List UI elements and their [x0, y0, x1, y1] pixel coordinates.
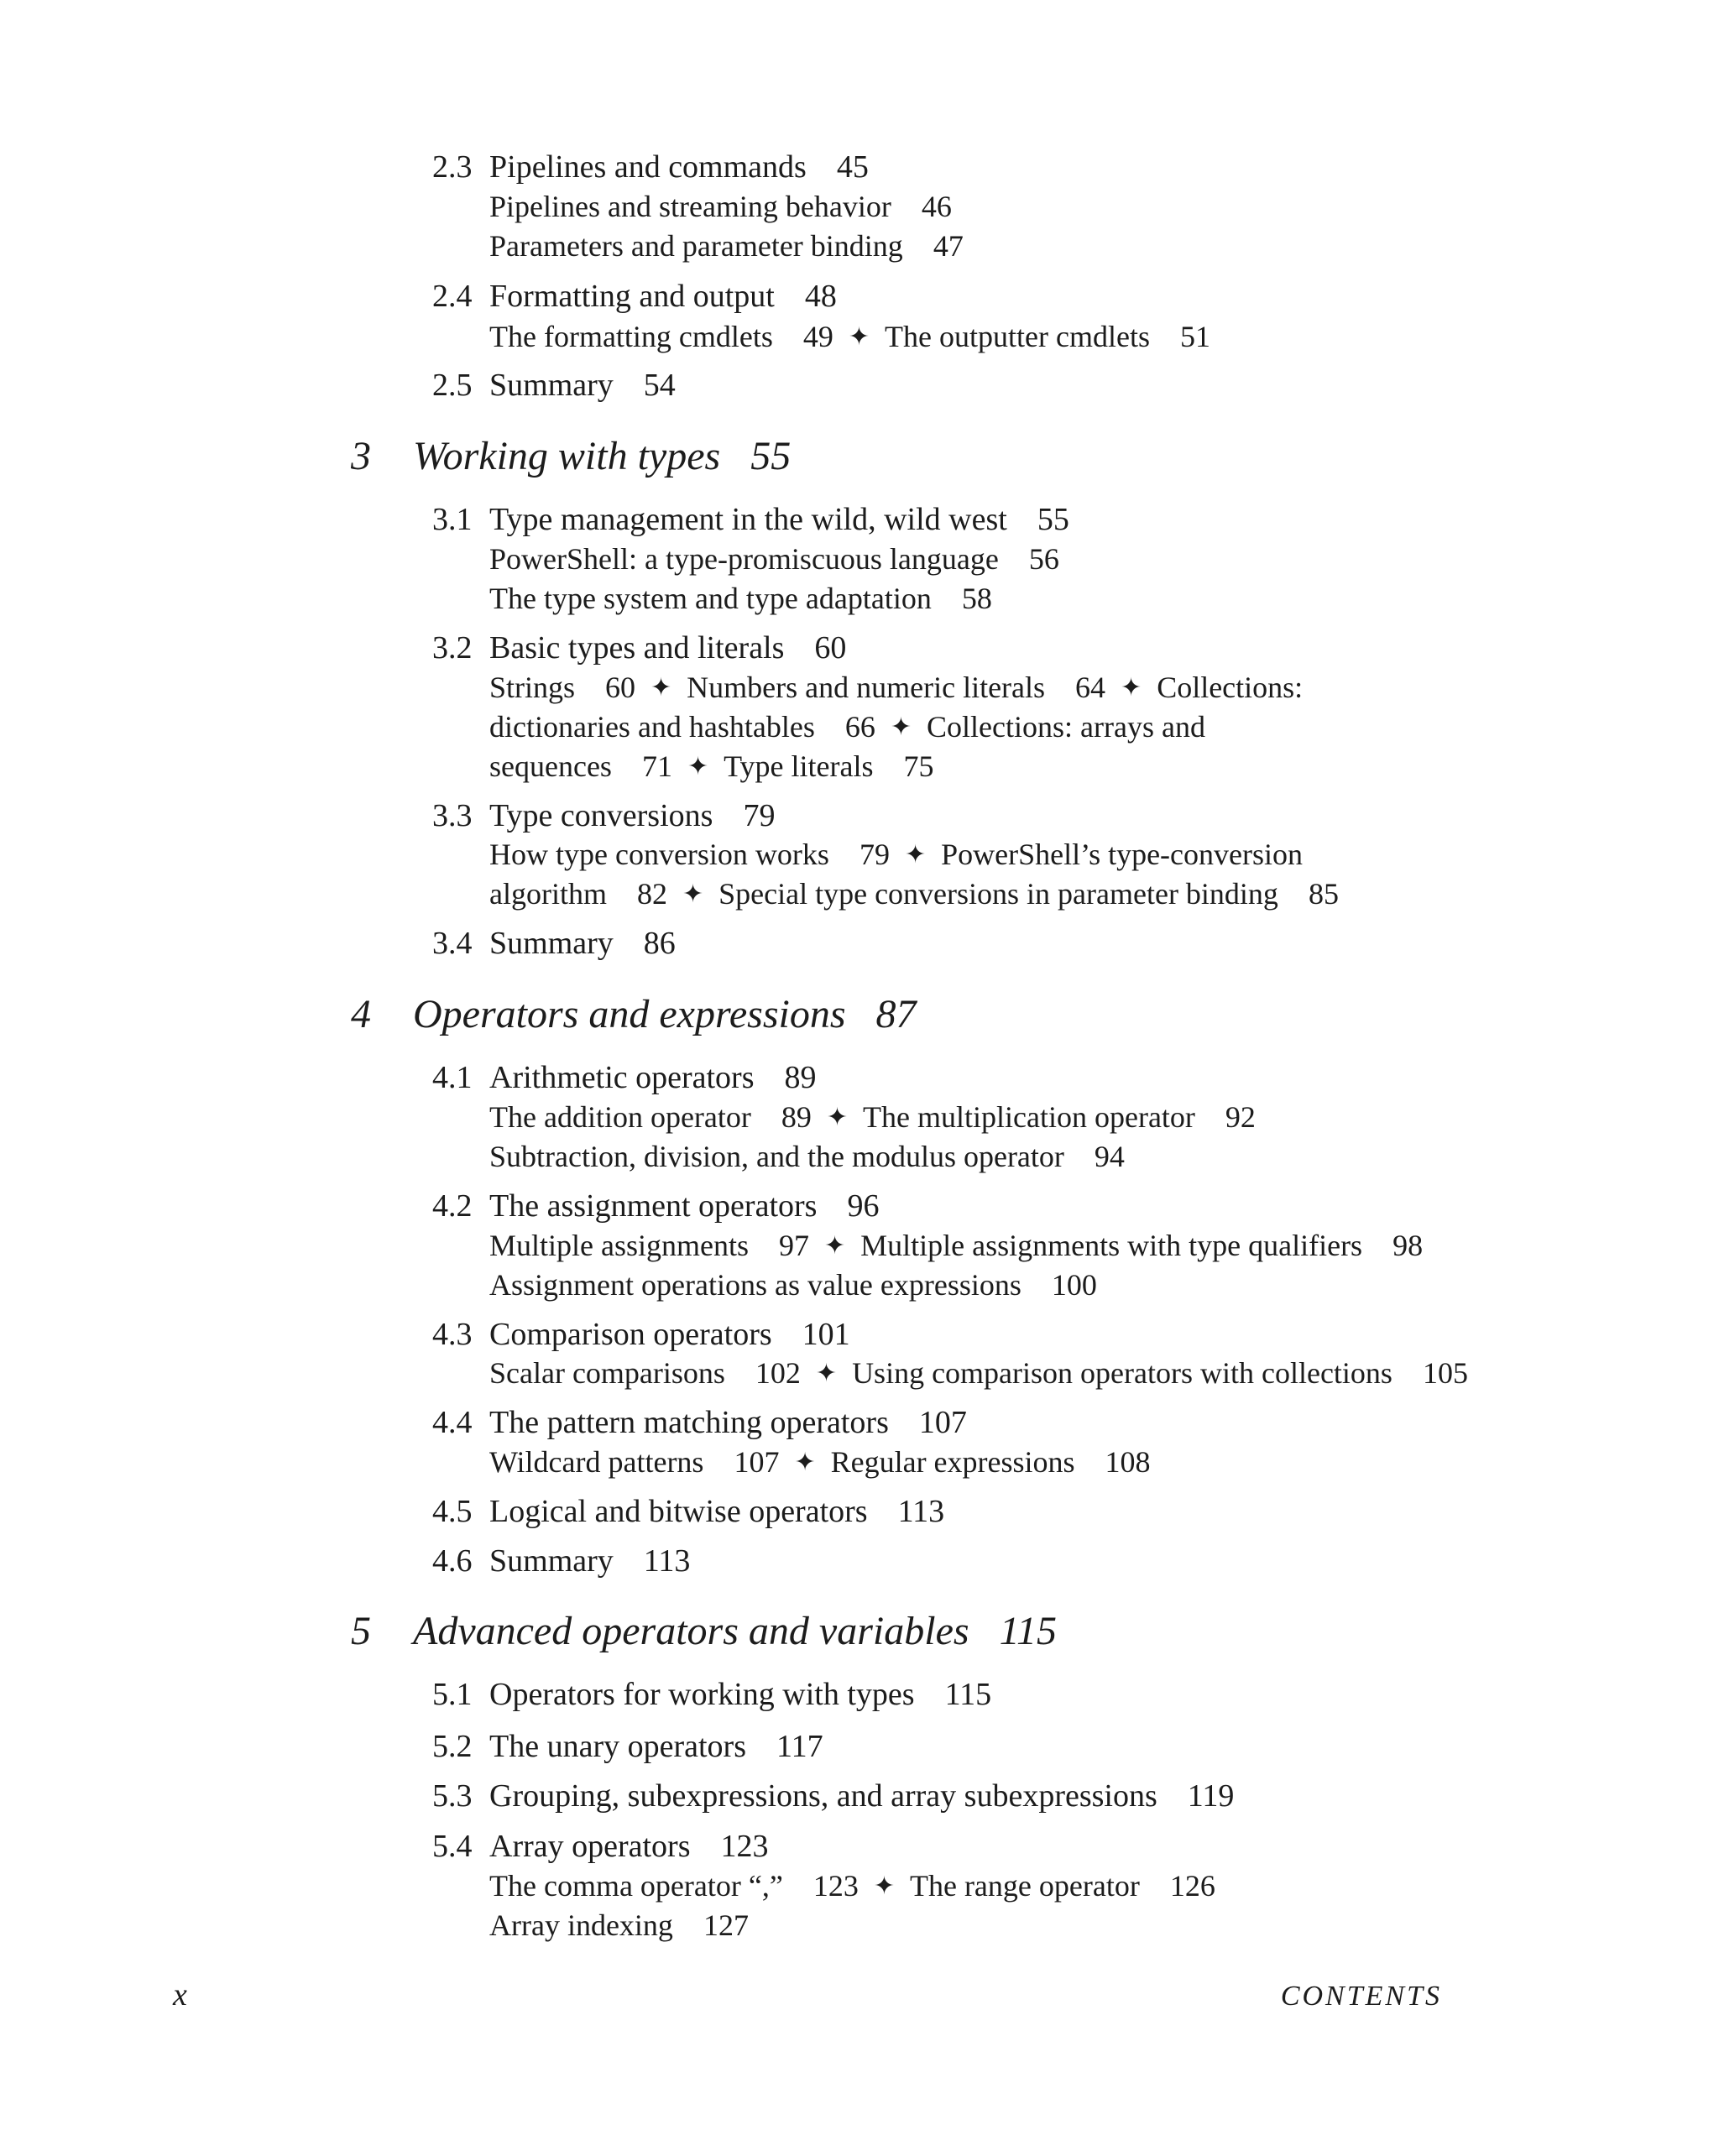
page-ref: 92 — [1225, 1100, 1256, 1134]
section-number: 4.3 — [432, 1317, 473, 1352]
section-number: 2.4 — [432, 279, 473, 314]
entry-title: The assignment operators — [489, 1188, 818, 1224]
subsection-entry[interactable] — [489, 1910, 749, 1940]
section-number: 4.2 — [432, 1188, 473, 1224]
entry-title: Summary — [489, 368, 614, 403]
entry-title: The range operator — [909, 1869, 1140, 1903]
page-ref: 71 — [641, 749, 672, 783]
entry-title: Comparison operators — [489, 1317, 772, 1352]
section-number: 4.5 — [432, 1494, 473, 1529]
entry-title: PowerShell’s type-conversion — [941, 838, 1304, 871]
entry-title: Type conversions — [489, 798, 713, 833]
section-entry[interactable] — [489, 1062, 817, 1094]
section-number: 5.3 — [432, 1778, 473, 1814]
subsection-entry[interactable] — [489, 712, 1205, 742]
page-ref: 51 — [1179, 320, 1210, 353]
section-entry[interactable] — [489, 632, 846, 664]
page-ref: 82 — [636, 877, 667, 911]
page-ref: 58 — [961, 582, 992, 615]
page-ref: 96 — [847, 1188, 880, 1224]
entry-title: dictionaries and hashtables — [489, 710, 815, 744]
page-ref: 97 — [779, 1229, 809, 1262]
entry-title: Logical and bitwise operators — [489, 1494, 868, 1529]
section-entry[interactable] — [489, 1731, 823, 1762]
entry-title: Strings — [489, 671, 576, 704]
page-ref: 117 — [776, 1729, 823, 1764]
entry-title: Collections: — [1157, 671, 1304, 704]
separator-icon: ✦ — [824, 1232, 846, 1260]
section-entry[interactable] — [489, 1678, 991, 1710]
section-entry[interactable] — [489, 151, 869, 183]
page-ref: 45 — [836, 149, 869, 185]
entry-title: Formatting and output — [489, 279, 775, 314]
section-number: 3.1 — [432, 502, 473, 537]
page-ref: 85 — [1308, 877, 1339, 911]
page-ref: 89 — [784, 1060, 817, 1095]
section-entry[interactable] — [489, 504, 1069, 535]
entry-title: The addition operator — [489, 1100, 751, 1134]
separator-icon: ✦ — [815, 1360, 838, 1387]
subsection-entry[interactable] — [489, 1230, 1423, 1261]
entry-title: Subtraction, division, and the modulus operator — [489, 1140, 1064, 1173]
page-ref: 98 — [1392, 1229, 1424, 1262]
page-ref: 113 — [897, 1494, 945, 1529]
entry-title: Array indexing — [489, 1908, 673, 1942]
subsection-entry[interactable] — [489, 672, 1303, 702]
section-number: 3.3 — [432, 798, 473, 833]
section-number: 2.3 — [432, 149, 473, 185]
page-ref: 48 — [804, 279, 837, 314]
entry-title: Assignment operations as value expressions — [489, 1268, 1021, 1302]
entry-title: Grouping, subexpressions, and array subexpressions — [489, 1778, 1157, 1814]
subsection-entry[interactable] — [489, 1270, 1097, 1300]
entry-title: Multiple assignments — [489, 1229, 749, 1262]
entry-title: Wildcard patterns — [489, 1445, 704, 1479]
separator-icon: ✦ — [1121, 674, 1142, 702]
subsection-entry[interactable] — [489, 839, 1303, 869]
section-entry[interactable] — [489, 1407, 967, 1438]
separator-icon: ✦ — [873, 1872, 895, 1900]
separator-icon: ✦ — [794, 1449, 816, 1476]
separator-icon: ✦ — [848, 323, 870, 351]
page-ref: 86 — [643, 926, 676, 961]
page-ref: 64 — [1075, 671, 1106, 704]
running-head: CONTENTS — [1280, 1981, 1442, 2012]
chapter-entry[interactable] — [413, 1611, 1057, 1652]
entry-title: Parameters and parameter binding — [489, 229, 903, 263]
chapter-entry[interactable] — [413, 436, 791, 477]
page-ref: 123 — [812, 1869, 859, 1903]
subsection-entry[interactable] — [489, 321, 1210, 352]
subsection-entry[interactable] — [489, 583, 992, 613]
entry-title: PowerShell: a type-promiscuous language — [489, 542, 999, 576]
entry-title: Collections: arrays and — [927, 710, 1205, 744]
subsection-entry[interactable] — [489, 1102, 1256, 1132]
separator-icon: ✦ — [651, 674, 672, 702]
entry-title: Advanced operators and variables — [413, 1609, 969, 1653]
section-entry[interactable] — [489, 1780, 1234, 1812]
page-ref: 108 — [1105, 1445, 1151, 1479]
page-number: x — [173, 1977, 187, 2012]
entry-title: The unary operators — [489, 1729, 746, 1764]
page-ref: 107 — [734, 1445, 780, 1479]
page-ref: 75 — [903, 749, 934, 783]
page-ref: 100 — [1051, 1268, 1097, 1302]
section-number: 3.2 — [432, 630, 473, 666]
section-number: 2.5 — [432, 368, 473, 403]
page-ref: 60 — [814, 630, 847, 666]
section-entry[interactable] — [489, 1190, 879, 1222]
entry-title: Pipelines and commands — [489, 149, 807, 185]
entry-title: Regular expressions — [830, 1445, 1075, 1479]
section-entry[interactable] — [489, 1318, 850, 1350]
entry-title: Summary — [489, 1543, 614, 1579]
page-ref: 56 — [1028, 542, 1059, 576]
entry-title: Summary — [489, 926, 614, 961]
chapter-number: 4 — [351, 992, 371, 1036]
entry-title: The comma operator “,” — [489, 1869, 783, 1903]
section-number: 5.1 — [432, 1677, 473, 1712]
page-ref: 105 — [1422, 1356, 1468, 1390]
entry-title: Special type conversions in parameter binding — [718, 877, 1278, 911]
section-number: 4.6 — [432, 1543, 473, 1579]
entry-title: Type management in the wild, wild west — [489, 502, 1007, 537]
page-ref: 113 — [643, 1543, 691, 1579]
page-ref: 89 — [781, 1100, 812, 1134]
subsection-entry[interactable] — [489, 1871, 1215, 1901]
section-number: 4.4 — [432, 1405, 473, 1440]
section-entry[interactable] — [489, 369, 676, 401]
page-ref: 119 — [1187, 1778, 1235, 1814]
subsection-entry[interactable] — [489, 751, 934, 781]
entry-title: Operators and expressions — [413, 992, 846, 1036]
separator-icon: ✦ — [904, 841, 927, 869]
section-entry[interactable] — [489, 800, 775, 832]
subsection-entry[interactable] — [489, 231, 964, 261]
section-entry[interactable] — [489, 927, 676, 959]
page-ref: 55 — [1037, 502, 1069, 537]
section-entry[interactable] — [489, 1545, 690, 1577]
page-ref: 46 — [921, 190, 952, 223]
page-ref: 79 — [743, 798, 776, 833]
entry-title: Scalar comparisons — [489, 1356, 725, 1390]
separator-icon: ✦ — [682, 880, 704, 908]
entry-title: Numbers and numeric literals — [687, 671, 1046, 704]
entry-title: Basic types and literals — [489, 630, 785, 666]
page-ref: 87 — [875, 992, 917, 1036]
subsection-entry[interactable] — [489, 1447, 1151, 1477]
page-ref: 123 — [720, 1829, 769, 1864]
page-ref: 60 — [605, 671, 636, 704]
page-ref: 115 — [999, 1609, 1057, 1653]
page-ref: 49 — [802, 320, 833, 353]
section-number: 3.4 — [432, 926, 473, 961]
entry-title: Arithmetic operators — [489, 1060, 755, 1095]
page-ref: 55 — [750, 434, 792, 478]
section-number: 4.1 — [432, 1060, 473, 1095]
entry-title: The type system and type adaptation — [489, 582, 932, 615]
subsection-entry[interactable] — [489, 879, 1339, 909]
entry-title: The formatting cmdlets — [489, 320, 773, 353]
entry-title: sequences — [489, 749, 612, 783]
entry-title: The outputter cmdlets — [885, 320, 1150, 353]
entry-title: Array operators — [489, 1829, 691, 1864]
subsection-entry[interactable] — [489, 1141, 1125, 1172]
section-entry[interactable] — [489, 1830, 769, 1862]
entry-title: The multiplication operator — [863, 1100, 1195, 1134]
chapter-entry[interactable] — [413, 994, 917, 1035]
page-ref: 79 — [859, 838, 890, 871]
separator-icon: ✦ — [890, 713, 912, 741]
page-ref: 101 — [802, 1317, 850, 1352]
entry-title: Using comparison operators with collections — [852, 1356, 1392, 1390]
subsection-entry[interactable] — [489, 544, 1059, 574]
page-ref: 115 — [944, 1677, 992, 1712]
entry-title: algorithm — [489, 877, 607, 911]
page-ref: 47 — [933, 229, 964, 263]
page-ref: 66 — [844, 710, 875, 744]
entry-title: Type literals — [724, 749, 874, 783]
page-ref: 126 — [1169, 1869, 1215, 1903]
section-number: 5.4 — [432, 1829, 473, 1864]
chapter-number: 3 — [351, 434, 371, 478]
entry-title: Working with types — [413, 434, 721, 478]
page-ref: 127 — [703, 1908, 749, 1942]
subsection-entry[interactable] — [489, 1358, 1468, 1388]
separator-icon: ✦ — [826, 1104, 849, 1131]
entry-title: Pipelines and streaming behavior — [489, 190, 891, 223]
section-entry[interactable] — [489, 1496, 944, 1527]
section-number: 5.2 — [432, 1729, 473, 1764]
subsection-entry[interactable] — [489, 191, 952, 222]
page-ref: 107 — [918, 1405, 967, 1440]
entry-title: Multiple assignments with type qualifiers — [860, 1229, 1363, 1262]
entry-title: How type conversion works — [489, 838, 829, 871]
section-entry[interactable] — [489, 280, 837, 312]
page-ref: 102 — [755, 1356, 801, 1390]
separator-icon: ✦ — [687, 753, 709, 780]
page-ref: 94 — [1094, 1140, 1125, 1173]
entry-title: Operators for working with types — [489, 1677, 915, 1712]
page-ref: 54 — [643, 368, 676, 403]
entry-title: The pattern matching operators — [489, 1405, 889, 1440]
chapter-number: 5 — [351, 1609, 371, 1653]
